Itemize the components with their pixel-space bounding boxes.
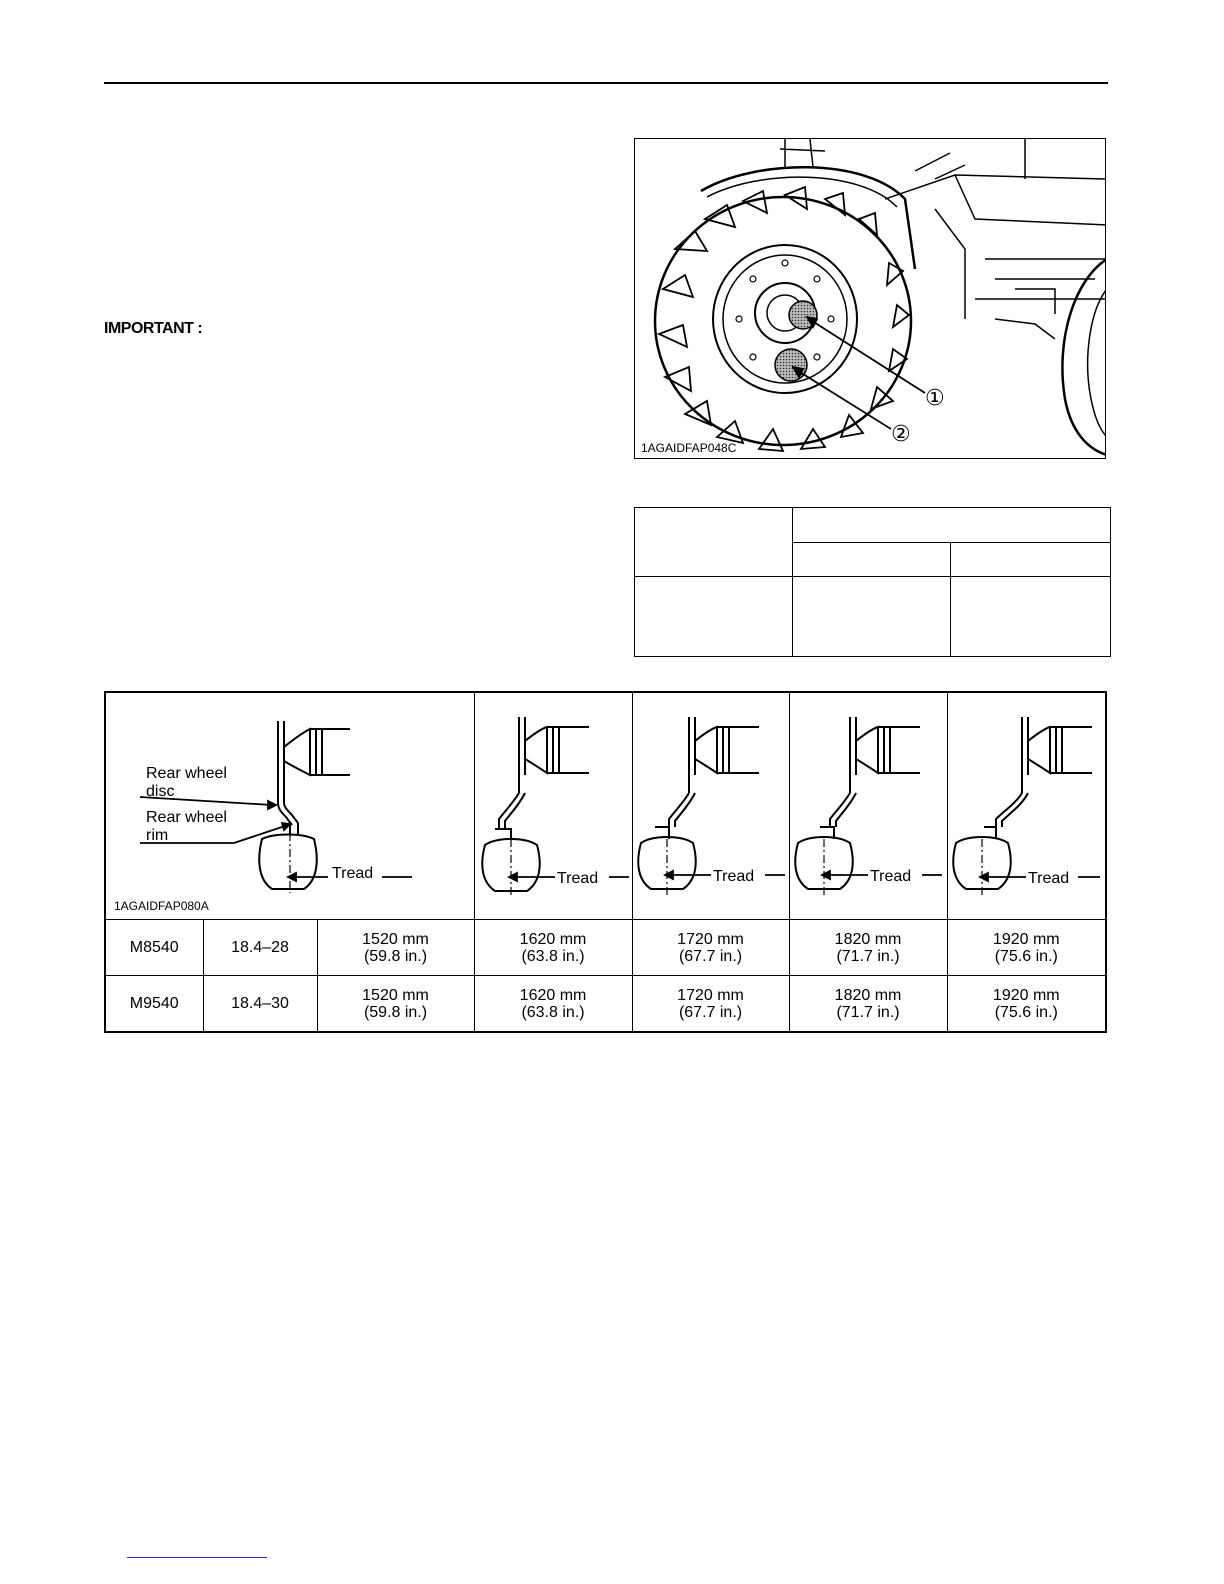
tread-in: (63.8 in.): [521, 947, 585, 965]
tread-in: (75.6 in.): [994, 947, 1058, 965]
tread-mm: 1520 mm: [362, 986, 429, 1004]
tread-mm: 1920 mm: [992, 930, 1060, 948]
model-cell: M8540: [105, 920, 203, 976]
tread-value-cell: [947, 920, 1106, 976]
tread-value-cell: [947, 976, 1106, 1033]
tread-value-cell: [632, 920, 789, 976]
tread-in: (59.8 in.): [363, 947, 428, 965]
callout-2: ②: [891, 422, 911, 447]
spec-header-cell: [635, 508, 793, 577]
callout-1: ①: [925, 386, 945, 411]
spec-table: [634, 507, 1111, 657]
tractor-wheel-figure: [634, 138, 1106, 459]
tread-value-cell: [474, 920, 632, 976]
tread-diagram-2: [474, 692, 632, 920]
important-label: IMPORTANT :: [104, 320, 203, 337]
spec-data-cell: [793, 577, 951, 657]
tread-in: (71.7 in.): [836, 1003, 900, 1021]
tread-label: Tread: [712, 868, 754, 885]
tread-diagram-4: [789, 692, 947, 920]
spec-subheader-cell: [951, 543, 1111, 577]
table-row: [105, 976, 1106, 1033]
table-row: [105, 920, 1106, 976]
spec-data-cell: [635, 577, 793, 657]
tread-label: Tread: [332, 865, 374, 882]
disc-label-line2: disc: [146, 783, 175, 800]
spec-subheader-cell: [793, 543, 951, 577]
tread-in: (67.7 in.): [678, 1003, 743, 1021]
tread-mm: 1820 mm: [834, 930, 902, 948]
tire-cell: 18.4–30: [203, 976, 317, 1033]
spec-data-cell: [951, 577, 1111, 657]
tire-cell: 18.4–28: [203, 920, 317, 976]
rim-label-line1: Rear wheel: [146, 809, 227, 826]
tread-in: (71.7 in.): [836, 947, 900, 965]
tread-value-cell: [789, 976, 947, 1033]
model-cell: M9540: [105, 976, 203, 1033]
header-rule: [104, 82, 1108, 84]
tread-value-cell: [789, 920, 947, 976]
tread-label: Tread: [556, 870, 598, 887]
figure-code: 1AGAIDFAP048C: [641, 441, 737, 455]
tread-in: (75.6 in.): [994, 1003, 1058, 1021]
tread-mm: 1520 mm: [362, 930, 429, 948]
diagram-code: 1AGAIDFAP080A: [114, 899, 209, 913]
tread-mm: 1920 mm: [992, 986, 1060, 1004]
tread-label: Tread: [869, 868, 911, 885]
tread-diagram-3: [632, 692, 789, 920]
tread-in: (63.8 in.): [521, 1003, 585, 1021]
tread-value-cell: [632, 976, 789, 1033]
tread-diagram-main: [105, 692, 474, 920]
tread-value-cell: [474, 976, 632, 1033]
tread-in: (59.8 in.): [363, 1003, 428, 1021]
tread-label: Tread: [1027, 870, 1069, 887]
marker-2: [775, 349, 807, 381]
rim-label-line2: rim: [146, 827, 169, 844]
tread-value-cell: [317, 920, 474, 976]
tread-mm: 1720 mm: [677, 930, 744, 948]
disc-label-line1: Rear wheel: [146, 765, 227, 782]
footer-link-underline[interactable]: [127, 1557, 267, 1558]
spec-header-cell: [793, 508, 1111, 543]
tread-diagram-5: [947, 692, 1106, 920]
tread-mm: 1620 mm: [519, 930, 587, 948]
tread-mm: 1620 mm: [519, 986, 587, 1004]
tread-mm: 1820 mm: [834, 986, 902, 1004]
tread-in: (67.7 in.): [678, 947, 743, 965]
tread-width-table: [104, 691, 1107, 1033]
tread-mm: 1720 mm: [677, 986, 744, 1004]
tread-value-cell: [317, 976, 474, 1033]
tractor-illustration: [635, 139, 1106, 459]
